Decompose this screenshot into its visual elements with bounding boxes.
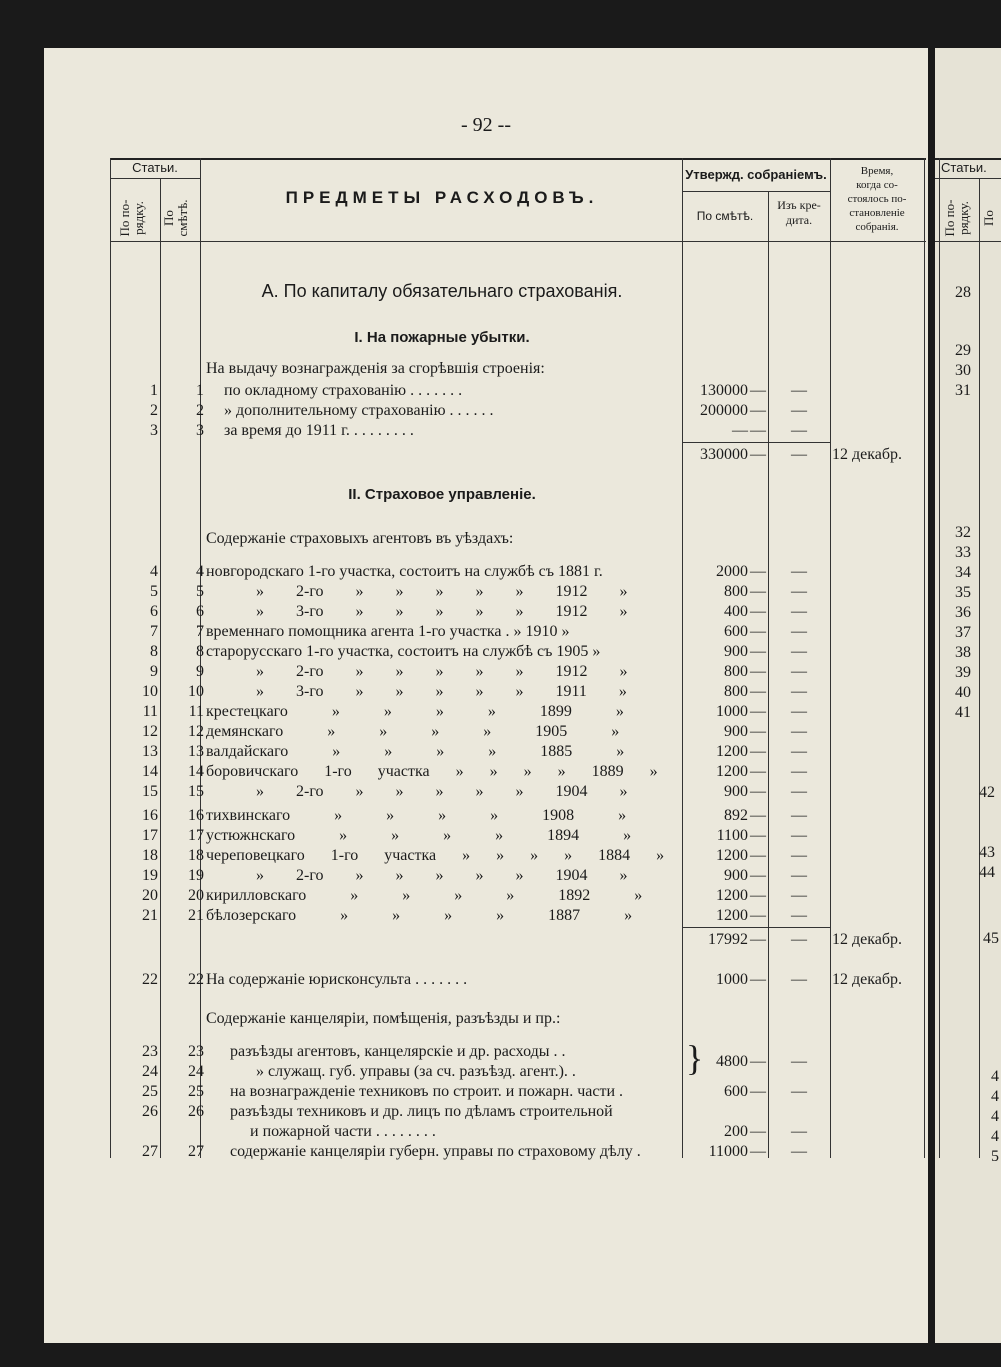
subtotal-rule-2 [682,927,830,928]
table-row: 18 18 череповецкаго 1-го участка » » » » 1884 » 1200 — — [142,847,807,864]
bleed-number: 28 [955,284,971,301]
page-number: - 92 -- [461,114,511,136]
bleed-col-rule [979,178,980,1158]
bleed-number: 40 [955,684,971,701]
table-row: 25 25 на вознагражденіе техниковъ по строит. и пожарн. части . 600 — — [142,1083,807,1100]
table-row: 15 15 » 2-го » » » » » 1904 » 900 — — [142,783,807,800]
bleed-number: 35 [955,584,971,601]
table-row: 21 21 бѣлозерскаго » » » » 1887 » 1200 — — [142,907,807,924]
bleed-number: 31 [955,382,971,399]
subtotal-row-1: 330000 — — 12 декабр. [700,446,903,463]
table-row: 13 13 валдайскаго » » » » 1885 » 1200 — — [142,743,807,760]
table-top-rule [110,158,926,160]
table-row: 8 8 старорусскаго 1-го участка, состоитъ на службѣ съ 1905 » 900 — — [150,643,807,660]
table-row: 10 10 » 3-го » » » » » 1911 » 800 — — [142,683,807,700]
bleed-number: 34 [955,564,971,581]
bleed-number: 33 [955,544,971,561]
bleed-number: 4 [991,1108,999,1125]
from-credit-header: Изъ кре- дита. [777,198,821,227]
table-row: 23 23 разъѣзды агентовъ, канцелярскіе и др. расходы . . [142,1043,566,1060]
table-row: 26 26 разъѣзды техниковъ и др. лицъ по дѣламъ строительной [142,1103,613,1120]
bleed-number: 5 [991,1148,999,1165]
subtotal-row-2: 17992 — — 12 декабр. [708,931,903,948]
table-row: 20 20 кирилловскаго » » » » 1892 » 1200 — — [142,887,807,904]
subject-title: ПРЕДМЕТЫ РАСХОДОВЪ. [285,188,599,207]
table-row: 4 4 новгородскаго 1-го участка, состоитъ на службѣ съ 1881 г. 2000 — — [150,563,807,580]
articles-header: Статьи. [132,160,178,175]
subtotal-rule-1 [682,442,830,443]
bleed-number: 37 [955,624,971,641]
table-row: 16 16 тихвинскаго » » » » 1908 » 892 — — [142,807,807,824]
table-row: 22 22 На содержаніе юрисконсульта . . . . . . . 1000 — — 12 декабр. [142,971,903,988]
table-row: 9 9 » 2-го » » » » » 1912 » 800 — — [150,663,807,680]
bleed-left-rule [939,158,940,1158]
section-ii-title: II. Страховое управленіе. [348,486,536,503]
bleed-by-order-header: По по- рядку. [942,199,971,237]
section-i-intro: На выдачу вознагражденія за сгорѣвшія строенія: [206,360,545,377]
table-row: 2 2 » дополнительному страхованію . . . . . . 200000 — — [150,402,807,419]
time-header: Время, когда со- стоялось по- становленіе собранія. [847,165,907,233]
header-bottom-rule [110,241,926,242]
table-row: 6 6 » 3-го » » » » » 1912 » 400 — — [150,603,807,620]
bleed-number: 4 [991,1068,999,1085]
bleed-articles-header: Статьи. [941,160,987,175]
bleed-number: 38 [955,644,971,661]
bleed-number: 43 [979,844,995,861]
table-row: 7 7 временнаго помощника агента 1-го участка . » 1910 » 600 — — [150,623,807,640]
bleed-number: 45 [983,930,999,947]
table-row: 3 3 за время до 1911 г. . . . . . . . . — — — [150,422,807,439]
adjacent-page-edge [935,48,1001,1343]
bleed-number: 36 [955,604,971,621]
articles-subheader-rule [110,178,200,179]
bleed-number: 30 [955,362,971,379]
document-page [44,48,928,1343]
approved-header: Утвержд. собраніемъ. [685,167,827,182]
table-row: и пожарной части . . . . . . . . 200 — — [250,1123,807,1140]
approved-subheader-rule [682,191,830,192]
table-row: 12 12 демянскаго » » » » 1905 » 900 — — [142,723,807,740]
bleed-number: 39 [955,664,971,681]
table-row: 11 11 крестецкаго » » » » 1899 » 1000 — — [142,703,807,720]
bleed-number: 42 [979,784,995,801]
by-estimate-header: По смѣтѣ. [161,199,190,237]
bracketed-sum: 4800 — — [716,1053,807,1070]
section-a-title: А. По капиталу обязательнаго страхованія. [261,281,623,301]
table-row: 19 19 » 2-го » » » » » 1904 » 900 — — [142,867,807,884]
table-row: 1 1 по окладному страхованію . . . . . . . 130000 — — [150,382,807,399]
table-row: 17 17 устюжнскаго » » » » 1894 » 1100 — — [142,827,807,844]
bleed-number: 4 [991,1088,999,1105]
section-i-title: I. На пожарные убытки. [354,329,530,346]
bleed-number: 41 [955,704,971,721]
table-row: 5 5 » 2-го » » » » » 1912 » 800 — — [150,583,807,600]
by-order-header: По по- рядку. [117,199,146,237]
table-row: 27 27 содержаніе канцеляріи губерн. управы по страховому дѣлу . 11000 — — [142,1143,807,1160]
office-intro: Содержаніе канцеляріи, помѣщенія, разъѣзды и пр.: [206,1010,561,1027]
bleed-number: 4 [991,1128,999,1145]
bleed-number: 29 [955,342,971,359]
bracket-brace: } [686,1038,704,1078]
bleed-col2-header: По [981,210,996,226]
table-row: 24 24 » служащ. губ. управы (за сч. разъѣзд. агент.). . [142,1063,576,1080]
table-row: 14 14 боровичскаго 1-го участка » » » » 1889 » 1200 — — [142,763,807,780]
section-ii-intro: Содержаніе страховыхъ агентовъ въ уѣздахъ: [206,530,514,547]
bleed-articles-rule [935,178,1001,179]
bleed-number: 44 [979,864,995,881]
bleed-number: 32 [955,524,971,541]
by-estimate-col-header: По смѣтѣ. [696,209,754,223]
